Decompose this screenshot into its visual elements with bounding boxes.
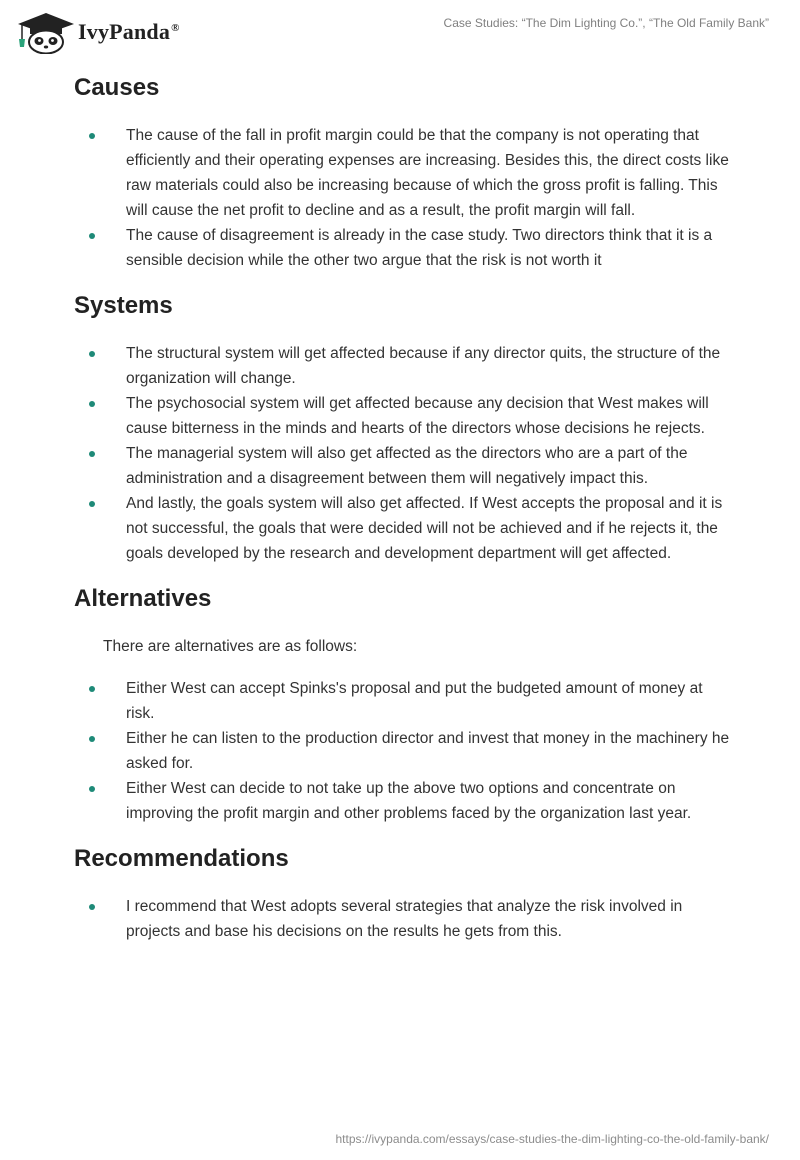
- list-item: Either West can decide to not take up the above two options and concentrate on improving the profit margin and other problems faced by the organization last year.: [74, 776, 734, 826]
- list-item: The cause of disagreement is already in the case study. Two directors think that it is a sensible decision while the other two argue that the risk is not worth it: [74, 223, 734, 273]
- causes-list: [74, 123, 734, 273]
- list-item: I recommend that West adopts several strategies that analyze the risk involved in projects and base his decisions on the results he gets from this.: [74, 894, 734, 944]
- heading-causes: Causes: [74, 74, 160, 101]
- bullet-icon: [89, 351, 95, 357]
- heading-alternatives: Alternatives: [74, 585, 212, 612]
- list-item: The managerial system will also get affected as the directors who are a part of the administration and a disagreement between them will negatively impact this.: [74, 441, 734, 491]
- main-content: [74, 72, 734, 944]
- bullet-icon: [89, 451, 95, 457]
- registered-mark: ®: [171, 21, 180, 34]
- heading-recommendations: Recommendations: [74, 845, 289, 872]
- heading-systems: Systems: [74, 292, 173, 319]
- list-item: The psychosocial system will get affected because any decision that West makes will cause bitterness in the minds and hearts of the directors whose decisions he rejects.: [74, 391, 734, 441]
- source-url-link[interactable]: https://ivypanda.com/essays/case-studies-the-dim-lighting-co-the-old-family-bank/: [335, 1132, 769, 1146]
- bullet-icon: [89, 736, 95, 742]
- recommendations-list: [74, 894, 734, 944]
- alternatives-intro: There are alternatives are as follows:: [103, 638, 358, 655]
- page-header: [0, 0, 800, 62]
- bullet-icon: [89, 501, 95, 507]
- document-title: Case Studies: “The Dim Lighting Co.”, “The Old Family Bank”: [443, 16, 769, 30]
- list-item: Either he can listen to the production director and invest that money in the machinery he asked for.: [74, 726, 734, 776]
- systems-list: [74, 341, 734, 566]
- bullet-icon: [89, 401, 95, 407]
- panda-graduate-icon: [14, 10, 76, 54]
- alternatives-list: [74, 676, 734, 826]
- bullet-icon: [89, 904, 95, 910]
- bullet-icon: [89, 686, 95, 692]
- list-item: The structural system will get affected because if any director quits, the structure of the organization will change.: [74, 341, 734, 391]
- list-item: And lastly, the goals system will also get affected. If West accepts the proposal and it is not successful, the goals that were decided will not be achieved and if he rejects it, the goals developed by the research and development department will get affected.: [74, 491, 734, 566]
- brand-name: IvyPanda®: [78, 19, 180, 44]
- bullet-icon: [89, 233, 95, 239]
- ivypanda-logo[interactable]: [14, 10, 180, 54]
- bullet-icon: [89, 133, 95, 139]
- list-item: Either West can accept Spinks's proposal and put the budgeted amount of money at risk.: [74, 676, 734, 726]
- bullet-icon: [89, 786, 95, 792]
- list-item: The cause of the fall in profit margin could be that the company is not operating that efficiently and their operating expenses are increasing. Besides this, the direct costs like raw materials could also be increasing because of which the gross profit is falling. This will cause the net profit to decline and as a result, the profit margin will fall.: [74, 123, 734, 223]
